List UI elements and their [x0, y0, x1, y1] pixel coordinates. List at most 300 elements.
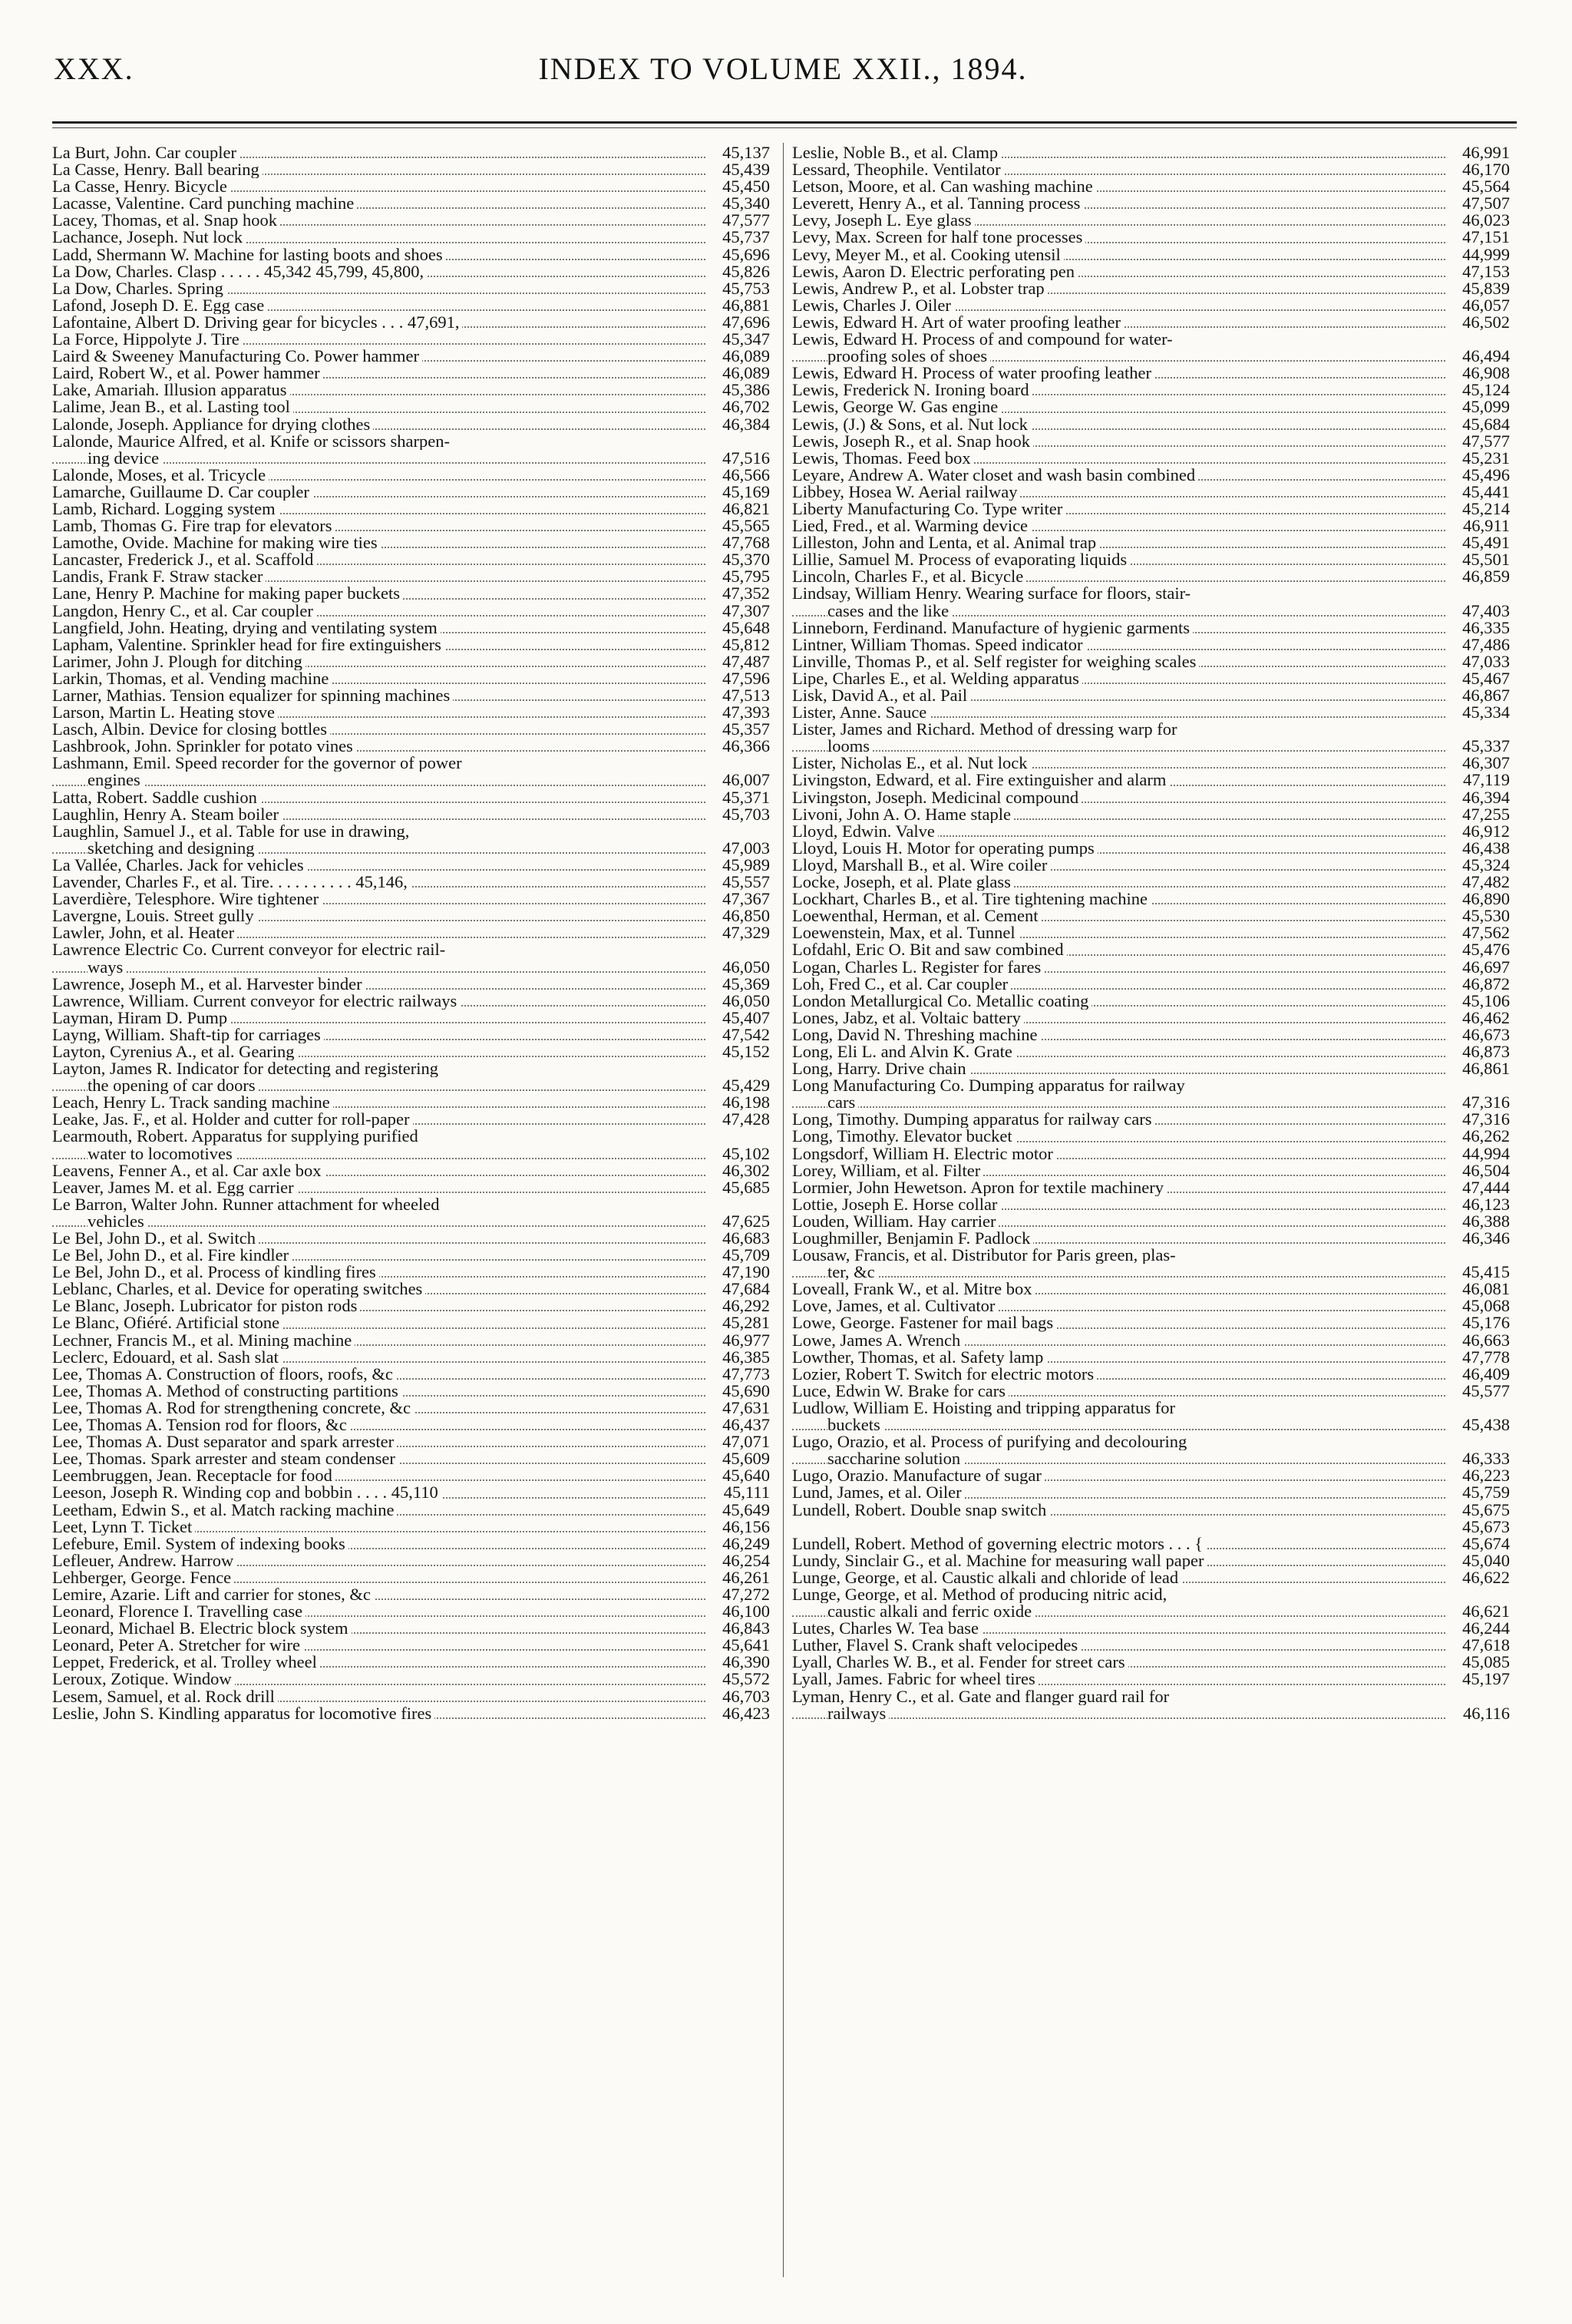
entry-text: Leaver, James M. et al. Egg carrier: [52, 1179, 297, 1196]
entry-text: caustic alkali and ferric oxide: [827, 1603, 1035, 1620]
patent-number: 45,281: [722, 1313, 770, 1333]
index-entry: [52, 348, 770, 365]
patent-number: 47,507: [1462, 193, 1510, 213]
entry-text: Lewis, Edward H. Art of water proofing leather: [792, 314, 1124, 331]
patent-number: 46,156: [722, 1516, 770, 1536]
patent-number: 47,071: [722, 1432, 770, 1452]
index-entry: [792, 178, 1510, 195]
patent-number: [705, 1196, 770, 1213]
entry-text: Lunge, George, et al. Caustic alkali and chloride of lead: [792, 1569, 1181, 1586]
entry-text: Linneborn, Ferdinand. Manufacture of hygienic garments: [792, 620, 1193, 636]
entry-text: Leslie, Noble B., et al. Clamp: [792, 144, 1001, 161]
entry-text: Loh, Fred C., et al. Car coupler: [792, 976, 1011, 993]
patent-number: 46,566: [722, 464, 770, 484]
entry-text: Ladd, Shermann W. Machine for lasting boots and shoes: [52, 246, 446, 263]
patent-number: 46,702: [722, 397, 770, 417]
entry-text: Lechner, Francis M., et al. Mining machine: [52, 1332, 355, 1349]
patent-number: 45,826: [722, 261, 770, 281]
entry-text: Lewis, George W. Gas engine: [792, 398, 1001, 415]
entry-text: Leavens, Fenner A., et al. Car axle box: [52, 1162, 325, 1179]
entry-text: engines: [88, 772, 144, 788]
index-entry: [792, 1111, 1510, 1128]
entry-text: Lottie, Joseph E. Horse collar: [792, 1196, 1000, 1213]
patent-number: 45,040: [1462, 1550, 1510, 1570]
page-number: XXX.: [54, 51, 134, 86]
entry-text: [792, 1519, 795, 1536]
entry-text: Lewis, (J.) & Sons, et al. Nut lock: [792, 416, 1031, 433]
patent-number: [705, 433, 770, 450]
patent-number: 47,618: [1462, 1635, 1510, 1655]
entry-text: Lasch, Albin. Device for closing bottles: [52, 721, 330, 738]
entry-text: Lachance, Joseph. Nut lock: [52, 229, 246, 246]
index-entry: [792, 297, 1510, 314]
patent-number: 46,621: [1462, 1602, 1510, 1622]
entry-text: Laird, Robert W., et al. Power hammer: [52, 365, 323, 382]
index-entry: [52, 1380, 770, 1400]
entry-text: La Casse, Henry. Ball bearing: [52, 161, 263, 178]
index-entry: [52, 755, 770, 772]
page-header: [54, 51, 1512, 97]
entry-text: Lundy, Sinclair G., et al. Machine for measuring wall paper: [792, 1552, 1207, 1569]
patent-number: 46,050: [722, 957, 770, 977]
patent-number: 45,111: [723, 1483, 770, 1503]
entry-text: Longsdorf, William H. Electric motor: [792, 1145, 1056, 1162]
patent-number: 46,050: [722, 990, 770, 1010]
patent-number: 45,438: [1462, 1415, 1510, 1435]
entry-text: Lewis, Frederick N. Ironing board: [792, 382, 1032, 398]
patent-number: 45,334: [1462, 702, 1510, 722]
entry-text: Lane, Henry P. Machine for making paper buckets: [52, 585, 403, 602]
index-entry: [52, 212, 770, 229]
patent-number: 45,753: [722, 278, 770, 298]
entry-text: Lintner, William Thomas. Speed indicator: [792, 636, 1086, 653]
patent-number: 46,908: [1462, 363, 1510, 383]
entry-text: La Force, Hippolyte J. Tire: [52, 331, 243, 348]
entry-text: Lyall, Charles W. B., et al. Fender for street cars: [792, 1654, 1128, 1671]
patent-number: 46,007: [722, 770, 770, 790]
patent-number: 47,773: [722, 1364, 770, 1383]
entry-text: proofing soles of shoes: [827, 348, 990, 365]
patent-number: 45,347: [722, 329, 770, 349]
entry-text: Luther, Flavel S. Crank shaft velocipedes: [792, 1637, 1081, 1654]
entry-text: Lozier, Robert T. Switch for electric motors: [792, 1366, 1097, 1383]
index-entry: [52, 1533, 770, 1553]
patent-number: [705, 941, 770, 958]
index-entry: [52, 924, 770, 941]
entry-text: Lawrence, William. Current conveyor for electric railways: [52, 993, 460, 1010]
patent-number: [1445, 331, 1510, 348]
patent-number: 46,100: [722, 1602, 770, 1622]
index-entry: [792, 1654, 1510, 1671]
patent-number: 47,696: [722, 312, 770, 332]
patent-number: 45,491: [1462, 533, 1510, 553]
index-entry: [52, 670, 770, 687]
entry-text: Long, Harry. Drive chain: [792, 1060, 969, 1077]
patent-number: 47,542: [722, 1024, 770, 1044]
index-entry: [52, 551, 770, 568]
index-entry: [52, 1077, 770, 1094]
index-entry: [792, 1179, 1510, 1196]
index-entry: [52, 636, 770, 653]
entry-text: Leach, Henry L. Track sanding machine: [52, 1094, 333, 1111]
patent-number: 46,254: [722, 1550, 770, 1570]
index-entry: [52, 1484, 770, 1501]
entry-text: Lormier, John Hewetson. Apron for textile machinery: [792, 1179, 1167, 1196]
entry-text: Livoni, John A. O. Hame staple: [792, 806, 1014, 823]
index-entry: [792, 365, 1510, 382]
index-entry: [52, 1637, 770, 1654]
patent-number: 45,102: [722, 1143, 770, 1163]
index-entry: [792, 636, 1510, 653]
index-entry: [52, 517, 770, 534]
entry-text: Lalonde, Moses, et al. Tricycle: [52, 467, 269, 484]
index-entry: [52, 907, 770, 924]
entry-text: Lousaw, Francis, et al. Distributor for Paris green, plas-: [792, 1247, 1179, 1264]
patent-number: 46,703: [722, 1686, 770, 1706]
patent-number: 45,530: [1462, 906, 1510, 926]
index-entry: [792, 1332, 1510, 1349]
entry-text: Lee, Thomas A. Dust separator and spark arrester: [52, 1433, 397, 1450]
index-entry: [52, 600, 770, 620]
entry-text: Louden, William. Hay carrier: [792, 1213, 999, 1230]
patent-number: [705, 755, 770, 772]
index-entry: [52, 1111, 770, 1128]
patent-number: 47,003: [722, 838, 770, 858]
index-entry: [792, 1349, 1510, 1366]
entry-text: Leverett, Henry A., et al. Tanning process: [792, 195, 1083, 212]
entry-text: Lloyd, Louis H. Motor for operating pumps: [792, 840, 1098, 857]
patent-number: 45,214: [1462, 498, 1510, 518]
index-entry: [52, 534, 770, 551]
patent-number: 46,394: [1462, 787, 1510, 807]
index-entry: [792, 1060, 1510, 1077]
patent-number: 47,255: [1462, 804, 1510, 824]
entry-text: Lyall, James. Fabric for wheel tires: [792, 1671, 1039, 1688]
entry-text: Lilleston, John and Lenta, et al. Animal trap: [792, 534, 1099, 551]
index-entry: [52, 941, 770, 958]
patent-number: 45,197: [1462, 1669, 1510, 1689]
index-entry: [52, 1298, 770, 1314]
index-entry: [792, 976, 1510, 993]
entry-text: ways: [88, 959, 126, 976]
index-entry: [52, 195, 770, 212]
entry-text: Lawrence Electric Co. Current conveyor for electric rail-: [52, 941, 448, 958]
index-entry: [792, 1603, 1510, 1620]
patent-number: 46,333: [1462, 1449, 1510, 1469]
patent-number: 46,867: [1462, 686, 1510, 705]
index-entry: [792, 907, 1510, 924]
patent-number: 45,231: [1462, 448, 1510, 468]
patent-number: [1445, 1586, 1510, 1603]
index-entry: [792, 382, 1510, 398]
index-entry: [792, 687, 1510, 704]
index-entry: [792, 1516, 1510, 1536]
index-entry: [52, 1196, 770, 1213]
patent-number: 46,663: [1462, 1330, 1510, 1350]
entry-text: Leppet, Frederick, et al. Trolley wheel: [52, 1654, 320, 1671]
index-entry: [792, 1196, 1510, 1213]
patent-number: [1445, 585, 1510, 602]
patent-number: 46,249: [722, 1533, 770, 1553]
patent-number: 46,223: [1462, 1466, 1510, 1486]
entry-text: Long, Timothy. Dumping apparatus for railway cars: [792, 1111, 1154, 1128]
index-entry: [792, 1586, 1510, 1603]
index-entry: [792, 1247, 1510, 1264]
patent-number: 47,778: [1462, 1347, 1510, 1367]
entry-text: Levy, Meyer M., et al. Cooking utensil: [792, 246, 1064, 263]
patent-number: 45,709: [722, 1245, 770, 1265]
patent-number: 47,513: [722, 686, 770, 705]
patent-number: 47,577: [1462, 431, 1510, 451]
entry-text: Layman, Hiram D. Pump: [52, 1010, 230, 1026]
index-entry: [792, 1264, 1510, 1281]
entry-text: Luce, Edwin W. Brake for cars: [792, 1383, 1009, 1400]
index-entry: [52, 1499, 770, 1519]
entry-text: Langdon, Henry C., et al. Car coupler: [52, 603, 316, 620]
entry-text: Lewis, Edward H. Process of and compound for water-: [792, 331, 1176, 348]
index-entry: [52, 1026, 770, 1043]
header-rule: [52, 121, 1517, 124]
index-entry: [52, 498, 770, 518]
entry-text: Lewis, Andrew P., et al. Lobster trap: [792, 280, 1048, 297]
patent-number: 45,476: [1462, 940, 1510, 960]
patent-number: 47,577: [722, 210, 770, 230]
index-entry: [792, 1450, 1510, 1467]
index-entry: [52, 891, 770, 907]
patent-number: 46,873: [1462, 1041, 1510, 1061]
entry-text: Leonard, Peter A. Stretcher for wire: [52, 1637, 303, 1654]
entry-text: Lied, Fred., et al. Warming device: [792, 517, 1031, 534]
entry-text: Lewis, Thomas. Feed box: [792, 450, 974, 467]
page-title: INDEX TO VOLUME XXII., 1894.: [538, 51, 1028, 86]
index-entry: [52, 1314, 770, 1331]
patent-number: 45,609: [722, 1449, 770, 1469]
patent-number: 45,675: [1462, 1499, 1510, 1519]
patent-number: 46,262: [1462, 1126, 1510, 1146]
index-entry: [52, 1516, 770, 1536]
index-entry: [792, 433, 1510, 450]
patent-number: 45,685: [722, 1177, 770, 1197]
index-entry: [52, 1569, 770, 1586]
index-entry: [52, 1450, 770, 1467]
patent-number: 45,106: [1462, 990, 1510, 1010]
patent-number: 45,496: [1462, 464, 1510, 484]
entry-text: Lund, James, et al. Oiler: [792, 1484, 965, 1501]
patent-number: 45,737: [722, 227, 770, 247]
entry-text: Lafontaine, Albert D. Driving gear for bicycles . . . 47,691,: [52, 314, 462, 331]
index-entry: [792, 229, 1510, 246]
index-entry: [52, 990, 770, 1010]
entry-text: Lee, Thomas A. Tension rod for floors, &c: [52, 1417, 350, 1433]
entry-text: Lisk, David A., et al. Pail: [792, 687, 970, 704]
patent-number: 45,439: [722, 160, 770, 180]
entry-text: Lacey, Thomas, et al. Snap hook: [52, 212, 280, 229]
patent-number: 47,768: [722, 533, 770, 553]
entry-text: Lockhart, Charles B., et al. Tire tightening machine: [792, 891, 1151, 907]
index-column-left: [52, 144, 770, 1722]
index-entry: [52, 772, 770, 788]
entry-text: Lamarche, Guillaume D. Car coupler: [52, 484, 312, 501]
patent-number: 45,812: [722, 634, 770, 654]
entry-text: Lloyd, Edwin. Valve: [792, 823, 938, 840]
entry-text: saccharine solution: [827, 1450, 963, 1467]
index-entry: [52, 1671, 770, 1688]
index-entry: [792, 1298, 1510, 1314]
entry-text: Locke, Joseph, et al. Plate glass: [792, 874, 1014, 891]
index-entry: [52, 976, 770, 993]
entry-text: Lugo, Orazio, et al. Process of purifying and decolouring: [792, 1433, 1190, 1450]
index-entry: [792, 789, 1510, 806]
index-entry: [52, 1230, 770, 1247]
entry-text: Lavergne, Louis. Street gully: [52, 907, 257, 924]
patent-number: 46,335: [1462, 617, 1510, 637]
entry-text: La Dow, Charles. Clasp . . . . . 45,342 45,799, 45,800,: [52, 263, 427, 280]
patent-number: 46,123: [1462, 1194, 1510, 1214]
index-entry: [52, 178, 770, 195]
patent-number: 46,366: [722, 736, 770, 756]
index-entry: [792, 314, 1510, 331]
index-entry: [52, 433, 770, 450]
column-divider: [783, 143, 784, 2277]
index-entry: [52, 823, 770, 840]
index-entry: [792, 498, 1510, 518]
index-entry: [792, 617, 1510, 637]
entry-text: Leslie, John S. Kindling apparatus for locomotive fires: [52, 1705, 434, 1722]
entry-text: Lee, Thomas A. Rod for strengthening concrete, &c: [52, 1400, 414, 1417]
patent-number: 46,438: [1462, 838, 1510, 858]
entry-text: Lefleuer, Andrew. Harrow: [52, 1552, 236, 1569]
patent-number: 46,385: [722, 1347, 770, 1367]
patent-number: [1445, 1247, 1510, 1264]
index-entry: [52, 585, 770, 602]
patent-number: 46,170: [1462, 160, 1510, 180]
patent-number: 45,370: [722, 550, 770, 570]
patent-number: 46,872: [1462, 974, 1510, 993]
entry-text: Loveall, Frank W., et al. Mitre box: [792, 1281, 1035, 1298]
patent-number: 47,190: [722, 1262, 770, 1282]
patent-number: 46,859: [1462, 567, 1510, 587]
index-entry: [792, 1007, 1510, 1027]
entry-text: cases and the like: [827, 603, 952, 620]
entry-text: Liberty Manufacturing Co. Type writer: [792, 501, 1065, 517]
entry-text: Livingston, Edward, et al. Fire extinguisher and alarm: [792, 772, 1169, 788]
index-entry: [52, 1145, 770, 1162]
index-entry: [792, 1533, 1510, 1553]
index-entry: [792, 600, 1510, 620]
index-entry: [52, 398, 770, 415]
entry-text: Letson, Moore, et al. Can washing machine: [792, 178, 1096, 195]
patent-number: 46,821: [722, 498, 770, 518]
index-entry: [52, 263, 770, 280]
entry-text: Lapham, Valentine. Sprinkler head for fire extinguishers: [52, 636, 444, 653]
patent-number: 45,099: [1462, 397, 1510, 417]
patent-number: 45,467: [1462, 668, 1510, 688]
entry-text: Lacasse, Valentine. Card punching machine: [52, 195, 357, 212]
index-entry: [792, 331, 1510, 348]
index-entry: [792, 144, 1510, 161]
entry-text: Leyare, Andrew A. Water closet and wash basin combined: [792, 467, 1198, 484]
entry-text: cars: [827, 1094, 858, 1111]
entry-text: Lyman, Henry C., et al. Gate and flanger guard rail for: [792, 1688, 1172, 1705]
entry-text: Leet, Lynn T. Ticket: [52, 1519, 195, 1536]
entry-text: Latta, Robert. Saddle cushion: [52, 789, 260, 806]
entry-text: La Dow, Charles. Spring: [52, 280, 226, 297]
patent-number: 46,244: [1462, 1618, 1510, 1638]
index-entry: [52, 1603, 770, 1620]
entry-text: Long, David N. Threshing machine: [792, 1026, 1041, 1043]
index-entry: [52, 840, 770, 857]
entry-text: Lewis, Joseph R., et al. Snap hook: [792, 433, 1033, 450]
patent-number: 45,337: [1462, 736, 1510, 756]
index-entry: [792, 568, 1510, 585]
patent-number: 46,462: [1462, 1007, 1510, 1027]
entry-text: looms: [827, 738, 873, 755]
patent-number: 45,641: [722, 1635, 770, 1655]
entry-text: Le Barron, Walter John. Runner attachment for wheeled: [52, 1196, 442, 1213]
index-entry: [52, 806, 770, 823]
patent-number: 47,482: [1462, 872, 1510, 892]
patent-number: 45,572: [722, 1669, 770, 1689]
index-entry: [52, 1366, 770, 1383]
patent-number: 46,504: [1462, 1160, 1510, 1180]
patent-number: 45,152: [722, 1041, 770, 1061]
entry-text: Lee, Thomas A. Construction of floors, roofs, &c: [52, 1366, 396, 1383]
patent-number: 45,649: [722, 1499, 770, 1519]
entry-text: Le Bel, John D., et al. Fire kindler: [52, 1247, 292, 1264]
patent-number: 46,346: [1462, 1228, 1510, 1248]
entry-text: Laird & Sweeney Manufacturing Co. Power hammer: [52, 348, 422, 365]
patent-number: 45,673: [1462, 1516, 1510, 1536]
patent-number: [1445, 1688, 1510, 1705]
index-column-right: [792, 144, 1510, 1722]
entry-text: Lutes, Charles W. Tea base: [792, 1620, 982, 1637]
entry-text: Long, Eli L. and Alvin K. Grate: [792, 1043, 1016, 1060]
index-entry: [52, 721, 770, 738]
index-entry: [52, 382, 770, 398]
index-entry: [792, 755, 1510, 772]
entry-text: Le Blanc, Ofiéré. Artificial stone: [52, 1314, 282, 1331]
index-entry: [792, 772, 1510, 788]
index-entry: [792, 941, 1510, 958]
patent-number: [705, 823, 770, 840]
patent-number: 46,307: [1462, 753, 1510, 773]
entry-text: Leclerc, Edouard, et al. Sash slat: [52, 1349, 282, 1366]
entry-text: Larkin, Thomas, et al. Vending machine: [52, 670, 332, 687]
entry-text: Lee, Thomas A. Method of constructing partitions: [52, 1383, 401, 1400]
index-entry: [52, 1688, 770, 1705]
patent-number: 45,176: [1462, 1313, 1510, 1333]
index-entry: [792, 416, 1510, 433]
index-entry: [792, 464, 1510, 484]
entry-text: Lafond, Joseph D. E. Egg case: [52, 297, 267, 314]
entry-text: Leblanc, Charles, et al. Device for operating switches: [52, 1281, 425, 1298]
index-entry: [52, 653, 770, 670]
index-entry: [52, 568, 770, 585]
patent-number: 46,423: [722, 1703, 770, 1723]
patent-number: 45,386: [722, 380, 770, 400]
entry-text: railways: [827, 1705, 889, 1722]
index-entry: [792, 823, 1510, 840]
entry-text: Lamb, Richard. Logging system: [52, 501, 279, 517]
entry-text: Lofdahl, Eric O. Bit and saw combined: [792, 941, 1067, 958]
index-entry: [52, 857, 770, 874]
patent-number: [1445, 721, 1510, 738]
patent-number: 46,881: [722, 295, 770, 315]
index-entry: [52, 1467, 770, 1484]
entry-text: Laverdière, Telesphore. Wire tightener: [52, 891, 322, 907]
patent-number: 47,562: [1462, 923, 1510, 943]
entry-text: ter, &c: [827, 1264, 878, 1281]
